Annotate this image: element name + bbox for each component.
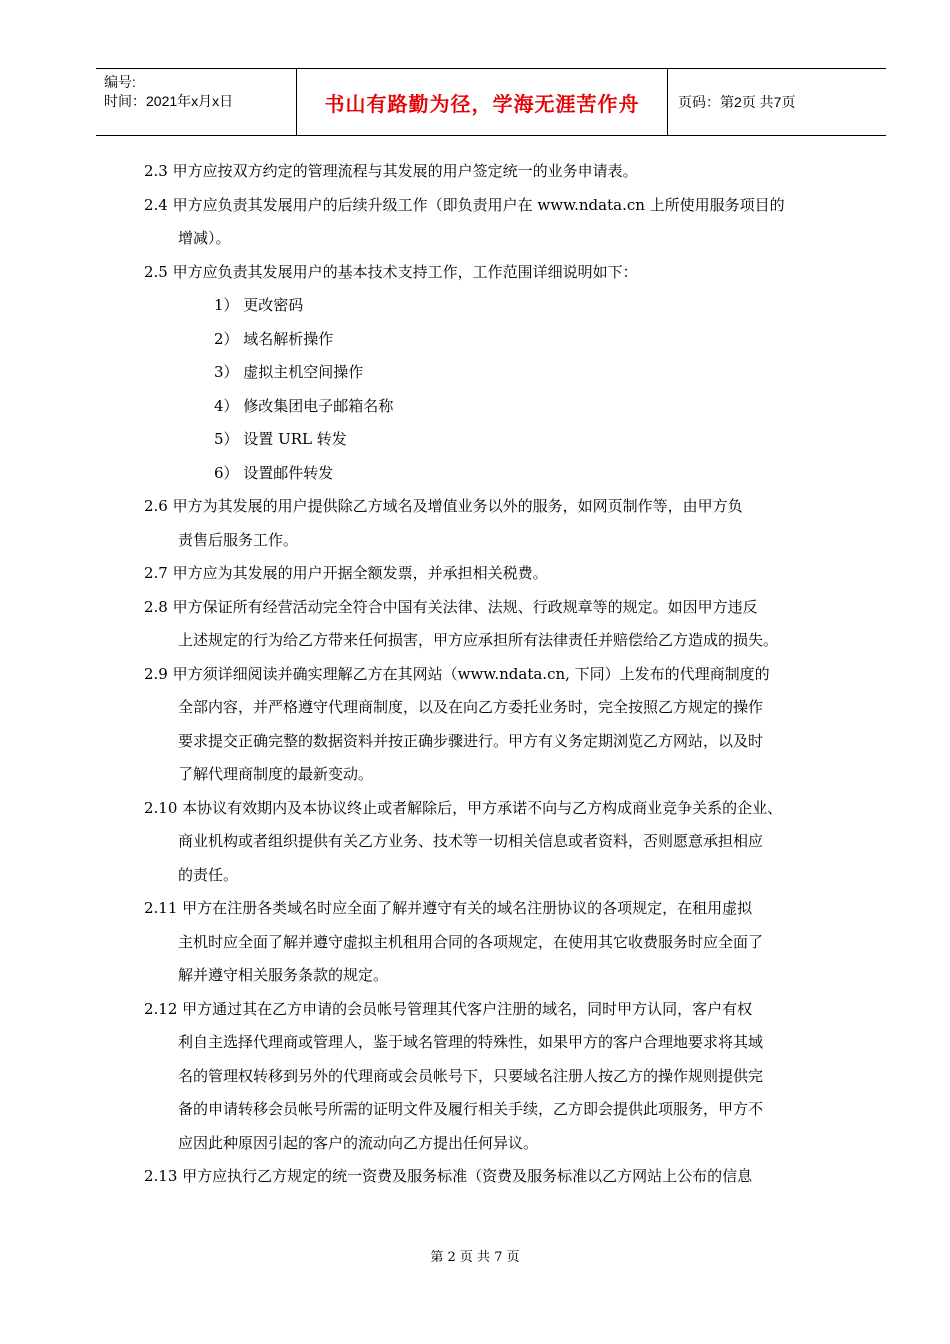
text-line: 2.4 甲方应负责其发展用户的后续升级工作（即负责用户在 www.ndata.cn 上所使用服务项目的	[144, 195, 785, 214]
text-line: 名的管理权转移到另外的代理商或会员帐号下，只要域名注册人按乙方的操作规则提供完	[178, 1066, 764, 1085]
text-line: 2.9 甲方须详细阅读并确实理解乙方在其网站（www.ndata.cn, 下同）上发布的代理商制度的	[144, 664, 770, 683]
text-line: 利自主选择代理商或管理人，鉴于域名管理的特殊性，如果甲方的客户合理地要求将其域	[178, 1033, 764, 1051]
header-motto: 书山有路勤为径，学海无涯苦作舟	[297, 69, 668, 135]
text-line: 商业机构或者组织提供有关乙方业务、技术等一切相关信息或者资料，否则愿意承担相应	[178, 832, 764, 850]
text-line: 上述规定的行为给乙方带来任何损害，甲方应承担所有法律责任并赔偿给乙方造成的损失。	[178, 631, 779, 649]
text-line: 2.6 甲方为其发展的用户提供除乙方域名及增值业务以外的服务，如网页制作等，由甲方负	[144, 497, 743, 515]
list-item: 2） 域名解析操作	[214, 329, 334, 348]
text-line: 备的申请转移会员帐号所需的证明文件及履行相关手续，乙方即会提供此项服务，甲方不	[178, 1100, 764, 1118]
text-line: 责售后服务工作。	[178, 530, 299, 549]
text-line: 2.12 甲方通过其在乙方申请的会员帐号管理其代客户注册的域名，同时甲方认同，客户有权	[144, 999, 753, 1018]
text-line: 2.3 甲方应按双方约定的管理流程与其发展的用户签定统一的业务申请表。	[144, 162, 638, 180]
text-line: 2.11 甲方在注册各类域名时应全面了解并遵守有关的域名注册协议的各项规定，在租用虚拟	[144, 899, 753, 917]
text-line: 了解代理商制度的最新变动。	[178, 765, 374, 783]
header-meta	[96, 69, 297, 135]
text-line: 应因此种原因引起的客户的流动向乙方提出任何异议。	[178, 1133, 539, 1152]
list-item: 5） 设置 URL 转发	[214, 430, 347, 448]
page-footer: 第 2 页 共 7 页	[430, 1250, 520, 1265]
header-page-label: 页码：第2页 共7页	[678, 94, 796, 110]
text-line: 全部内容，并严格遵守代理商制度，以及在向乙方委托业务时，完全按照乙方规定的操作	[178, 698, 764, 716]
list-item: 3） 虚拟主机空间操作	[214, 363, 364, 381]
list-item: 6） 设置邮件转发	[214, 463, 334, 482]
text-line: 主机时应全面了解并遵守虚拟主机租用合同的各项规定，在使用其它收费服务时应全面了	[178, 932, 764, 951]
text-line: 2.13 甲方应执行乙方规定的统一资费及服务标准（资费及服务标准以乙方网站上公布的信息	[144, 1167, 753, 1185]
text-line: 2.7 甲方应为其发展的用户开据全额发票，并承担相关税费。	[144, 564, 548, 582]
document-number-label: 编号:	[104, 74, 136, 90]
document-body	[144, 155, 844, 1194]
text-line: 解并遵守相关服务条款的规定。	[178, 966, 389, 984]
list-item: 4） 修改集团电子邮箱名称	[214, 396, 394, 415]
text-line: 2.8 甲方保证所有经营活动完全符合中国有关法律、法规、行政规章等的规定。如因甲方违反	[144, 597, 758, 616]
text-line: 要求提交正确完整的数据资料并按正确步骤进行。甲方有义务定期浏览乙方网站，以及时	[178, 731, 764, 750]
text-line: 2.10 本协议有效期内及本协议终止或者解除后，甲方承诺不向与乙方构成商业竞争关系的企业、	[144, 798, 783, 817]
page-header	[96, 68, 886, 136]
text-line: 增减）。	[178, 229, 231, 247]
text-line: 2.5 甲方应负责其发展用户的基本技术支持工作，工作范围详细说明如下：	[144, 262, 638, 281]
document-time-label: 时间：2021年x月x日	[104, 93, 234, 109]
text-line: 的责任。	[178, 865, 239, 884]
list-item: 1） 更改密码	[214, 296, 304, 314]
